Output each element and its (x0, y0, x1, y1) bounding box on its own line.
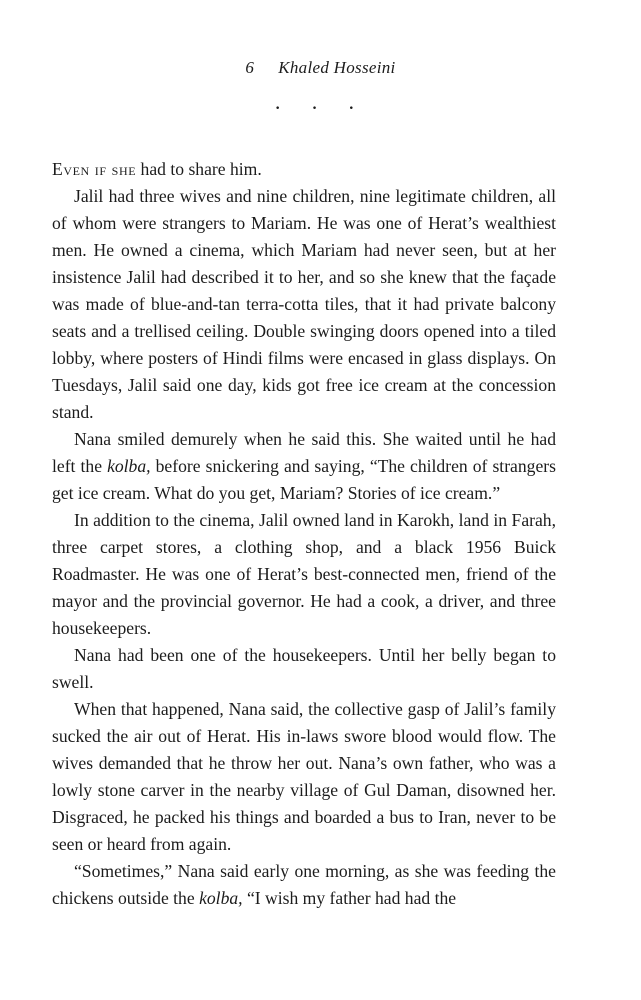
paragraph-3-before: Nana smiled demurely when he said this. She waited until he had left the (52, 429, 556, 476)
paragraph-1 (52, 156, 556, 183)
paragraph-1-lead: Even if she (52, 159, 137, 179)
section-break: · · · (274, 95, 367, 120)
kolba-italic: kolba, (107, 456, 151, 476)
paragraph-2: Jalil had three wives and nine children, nine legitimate children, all of whom were strangers to Mariam. He was one of Herat’s wealthiest men. He owned a cinema, which Mariam had never seen, but at her insistence Jalil had described it to her, and so she knew that the façade was made of blue-and-tan terra-cotta tiles, that it had private balcony seats and a trellised ceiling. Double swinging doors opened into a tiled lobby, where posters of Hindi films were encased in glass displays. On Tuesdays, Jalil said one day, kids got free ice cream at the concession stand. (52, 186, 556, 422)
paragraph-5: Nana had been one of the housekeepers. Until her belly began to swell. (52, 645, 556, 692)
kolba-italic: kolba, (199, 888, 243, 908)
paragraph-4: In addition to the cinema, Jalil owned land in Karokh, land in Farah, three carpet stores, a clothing shop, and a black 1956 Buick Roadmaster. He was one of Herat’s best-connected men, friend of the mayor and the provincial governor. He had a cook, a driver, and three housekeepers. (52, 510, 556, 638)
paragraph-6: When that happened, Nana said, the collective gasp of Jalil’s family sucked the air out of Herat. His in-laws swore blood would flow. The wives demanded that he throw her out. Nana’s own father, who was a lowly stone carver in the nearby village of Gul Daman, disowned her. Disgraced, he packed his things and boarded a bus to Iran, never to be seen or heard from again. (52, 699, 556, 854)
paragraph-7-after: “I wish my father had had the (242, 888, 457, 908)
body-text (52, 156, 556, 912)
paragraph-7 (52, 858, 556, 912)
page-number: 6 (245, 58, 255, 77)
running-head (0, 58, 641, 78)
author-name: Khaled Hosseini (278, 58, 396, 77)
paragraph-7-before: “Sometimes,” Nana said early one morning, as she was feeding the chickens outside the (52, 861, 556, 908)
paragraph-1-rest: had to share him. (136, 159, 262, 179)
paragraph-3 (52, 426, 556, 507)
paragraph-3-after: before snickering and saying, “The children of strangers get ice cream. What do you get, Mariam? Stories of ice cream.” (52, 456, 556, 503)
